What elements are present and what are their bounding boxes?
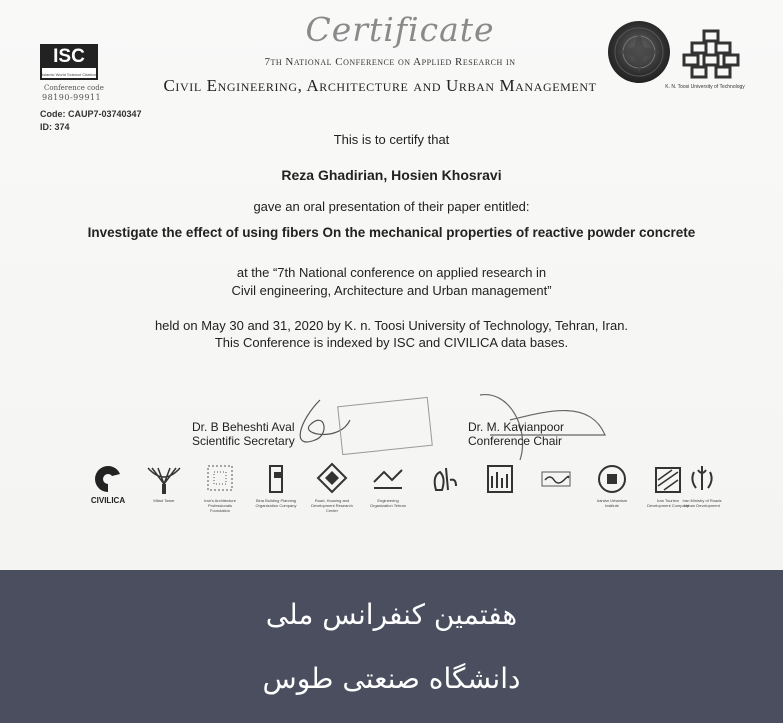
engineering-org-icon [370, 462, 406, 496]
sponsor-building-planning [254, 462, 298, 518]
certificate-title: Certificate [305, 10, 495, 49]
isc-logo-subtitle: Islamic World Science Citation [42, 72, 96, 77]
conference-title: Civil Engineering, Architecture and Urban Management [163, 76, 597, 95]
certificate-id: ID: 374 [40, 122, 70, 132]
isc-logo [40, 44, 98, 80]
building-planning-icon [258, 462, 294, 496]
sponsor-label: Road, Housing and Development Research Center [311, 498, 353, 513]
indexed-line: This Conference is indexed by ISC and CIVILICA data bases. [214, 335, 569, 350]
kntu-logo [682, 28, 740, 80]
milad-tower-icon [146, 462, 182, 496]
seal-logo [608, 21, 670, 83]
held-line: held on May 30 and 31, 2020 by K. n. Toosi University of Technology, Tehran, Iran. [154, 318, 629, 333]
right-signatory-name: Dr. M. Kavianpoor [468, 420, 565, 434]
paper-title: Investigate the effect of using fibers On the mechanical properties of reactive powder concrete [87, 225, 696, 240]
banner-line-1: هفتمین کنفرانس ملی [265, 598, 518, 631]
civilica-icon [90, 462, 126, 496]
sponsor-label: CIVILICA [90, 496, 126, 505]
sponsor-calligraphy [534, 462, 578, 518]
conference-code-label: Conference code [44, 84, 104, 92]
presentation-line: gave an oral presentation of their paper entitled: [253, 199, 530, 214]
conference-code-number: 98190-99911 [42, 93, 102, 102]
conference-subtitle: 7th National Conference on Applied Research in [264, 56, 516, 68]
kntu-emblem-icon [682, 28, 740, 80]
sponsor-label: Engineering Organization Tehran [370, 498, 406, 508]
sponsor-milad-tower [142, 462, 186, 518]
right-signatory-role: Conference Chair [468, 434, 563, 448]
sponsor-label: Iran Tourism Development Company [647, 498, 689, 508]
sponsor-ministry [680, 462, 724, 518]
at-line-2: Civil engineering, Architecture and Urban management” [231, 283, 552, 298]
sponsor-label: Iranian Urbanism Institute [596, 498, 628, 508]
sponsor-label: Bina Building Planning Organization Company [255, 498, 297, 508]
at-line-1: at the “7th National conference on applied research in [236, 265, 547, 280]
recipient-names: Reza Ghadirian, Hosien Khosravi [281, 167, 502, 183]
banner-line-2: دانشگاه صنعتی طوس [262, 662, 521, 695]
sponsor-engineering-org [366, 462, 410, 518]
sponsor-housing-research [310, 462, 354, 518]
sponsor-urban-institute [590, 462, 634, 518]
certify-line: This is to certify that [333, 132, 450, 147]
sponsor-label: Iran Ministry of Roads Urban Development [682, 498, 722, 508]
left-signatory-role: Scientific Secretary [192, 434, 295, 448]
left-signatory-name: Dr. B Beheshti Aval [192, 420, 295, 434]
architects-icon [202, 462, 238, 496]
sponsor-building-company [478, 462, 522, 518]
kntu-caption: K. N. Toosi University of Technology [665, 84, 745, 90]
calligraphy-icon [538, 462, 574, 496]
building-company-icon [482, 462, 518, 496]
sponsor-civilica [86, 462, 130, 518]
urban-institute-icon [594, 462, 630, 496]
sponsor-label: Iran's Architecture Professionals Foundation [204, 498, 236, 513]
sponsor-persian-org [422, 462, 466, 518]
certificate-code: Code: CAUP7-03740347 [40, 109, 142, 119]
isc-logo-text: ISC [42, 46, 96, 68]
sponsor-architects [198, 462, 242, 518]
seal-pattern-icon [608, 21, 670, 83]
persian-banner [0, 570, 783, 723]
sponsor-row [80, 462, 720, 518]
sponsor-label: Milad Tower [153, 498, 175, 503]
housing-research-icon [314, 462, 350, 496]
persian-org-icon [426, 462, 462, 496]
iran-emblem-icon [684, 462, 720, 496]
